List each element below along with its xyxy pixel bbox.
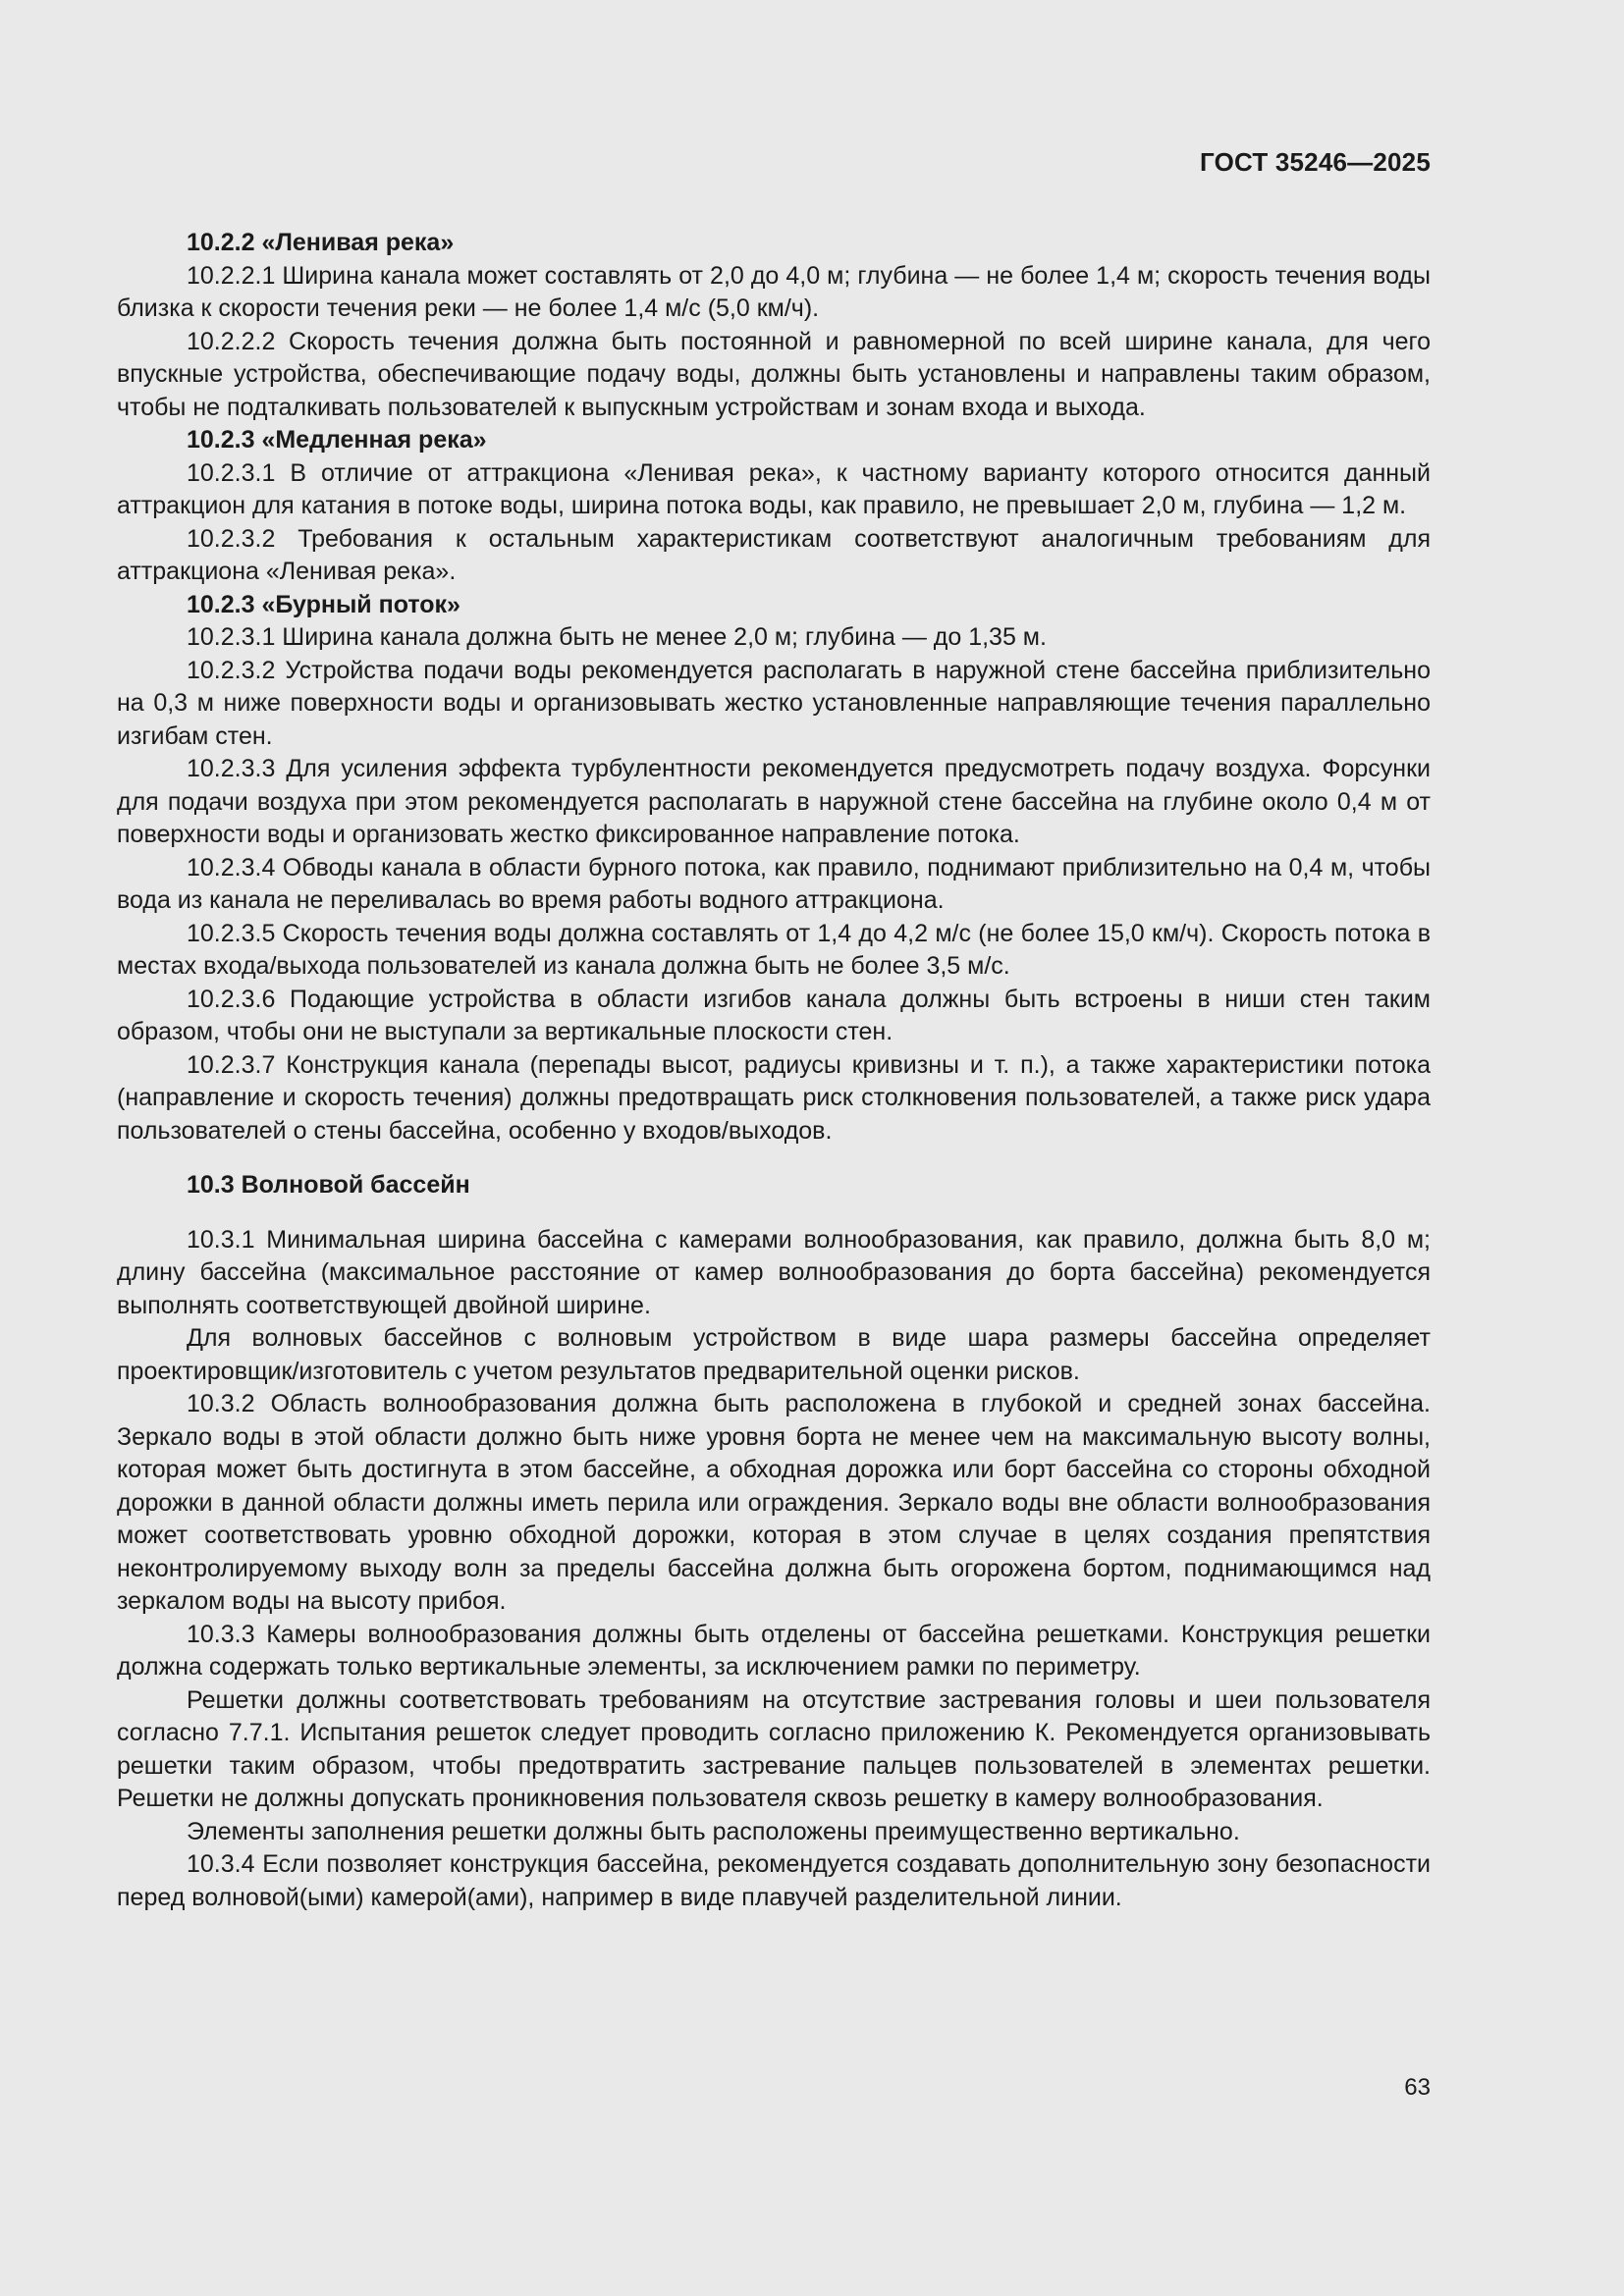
paragraph: 10.3.4 Если позволяет конструкция бассейна, рекомендуется создавать дополнительную зону безопасности перед волновой(ыми) камерой(ами), например в виде плавучей разделительной линии. xyxy=(117,1850,1431,1911)
paragraph: 10.2.2.2 Скорость течения должна быть постоянной и равномерной по всей ширине канала, для чего впускные устройства, обеспечивающие подачу воды, должны быть установлены и направлены таким образом, чтобы не подталкивать пользователей к выпускным устройствам и зонам входа и выхода. xyxy=(117,327,1431,421)
subsection-heading: 10.2.3 «Бурный поток» xyxy=(187,590,460,618)
paragraph: 10.2.3.1 В отличие от аттракциона «Ленивая река», к частному варианту которого относится данный аттракцион для катания в потоке воды, ширина потока воды, как правило, не превышает 2,0 м, глубина — 1,2 м. xyxy=(117,458,1431,519)
paragraph: 10.3.3 Камеры волнообразования должны быть отделены от бассейна решетками. Конструкция решетки должна содержать только вертикальные элементы, за исключением рамки по периметру. xyxy=(117,1620,1431,1681)
page-number: 63 xyxy=(1404,2074,1431,2101)
paragraph: 10.2.3.2 Устройства подачи воды рекомендуется располагать в наружной стене бассейна приблизительно на 0,3 м ниже поверхности воды и организовывать жестко установленные направляющие течения параллельно изгибам стен. xyxy=(117,656,1431,750)
paragraph: Решетки должны соответствовать требованиям на отсутствие застревания головы и шеи пользователя согласно 7.7.1. Испытания решеток следует проводить согласно приложению К. Рекомендуется организовывать решетки таким образом, чтобы предотвратить застревание пальцев пользователей в элементах решетки. Решетки не должны допускать проникновения пользователя сквозь решетку в камеру волнообразования. xyxy=(117,1685,1431,1812)
document-header: ГОСТ 35246—2025 xyxy=(1200,147,1431,177)
paragraph: 10.2.3.1 Ширина канала должна быть не менее 2,0 м; глубина — до 1,35 м. xyxy=(187,623,1047,651)
paragraph: 10.3.2 Область волнообразования должна быть расположена в глубокой и средней зонах бассейна. Зеркало воды в этой области должно быть ниже уровня борта не менее чем на максимальную высоту волны, которая может быть достигнута в этом бассейне, а обходная дорожка или борт бассейна со стороны обходной дорожки в данной области должны иметь перила или ограждения. Зеркало воды вне области волнообразования может соответствовать уровню обходной дорожки, которая в этом случае в целях создания препятствия неконтролируемому выходу волн за пределы бассейна должна быть огорожена бортом, поднимающимся над зеркалом воды на высоту прибоя. xyxy=(117,1390,1431,1615)
paragraph: 10.2.3.7 Конструкция канала (перепады высот, радиусы кривизны и т. п.), а также характеристики потока (направление и скорость течения) должны предотвращать риск столкновения пользователей, а также риск удара пользователей о стены бассейна, особенно у входов/выходов. xyxy=(117,1050,1431,1145)
paragraph: Для волновых бассейнов с волновым устройством в виде шара размеры бассейна определяет проектировщик/изготовитель с учетом результатов предварительной оценки рисков. xyxy=(117,1324,1431,1385)
section-heading: 10.3 Волновой бассейн xyxy=(187,1171,470,1199)
paragraph: 10.2.3.2 Требования к остальным характеристикам соответствуют аналогичным требованиям для аттракциона «Ленивая река». xyxy=(117,524,1431,585)
subsection-heading: 10.2.2 «Ленивая река» xyxy=(187,229,455,256)
paragraph: 10.2.3.3 Для усиления эффекта турбулентности рекомендуется предусмотреть подачу воздуха. Форсунки для подачи воздуха при этом рекомендуется располагать в наружной стене бассейна на глубине около 0,4 м от поверхности воды и организовать жестко фиксированное направление потока. xyxy=(117,755,1431,848)
paragraph: 10.2.2.1 Ширина канала может составлять от 2,0 до 4,0 м; глубина — не более 1,4 м; скорость течения воды близка к скорости течения реки — не более 1,4 м/с (5,0 км/ч). xyxy=(117,261,1431,322)
paragraph: 10.2.3.4 Обводы канала в области бурного потока, как правило, поднимают приблизительно на 0,4 м, чтобы вода из канала не переливалась во время работы водного аттракциона. xyxy=(117,853,1431,914)
paragraph: 10.2.3.5 Скорость течения воды должна составлять от 1,4 до 4,2 м/с (не более 15,0 км/ч). Скорость потока в местах входа/выхода пользователей из канала должна быть не более 3,5 м/с. xyxy=(117,919,1431,980)
paragraph: 10.3.1 Минимальная ширина бассейна с камерами волнообразования, как правило, должна быть 8,0 м; длину бассейна (максимальное расстояние от камер волнообразования до борта бассейна) рекомендуется выполнять соответствующей двойной ширине. xyxy=(117,1225,1431,1319)
subsection-heading: 10.2.3 «Медленная река» xyxy=(187,426,487,454)
paragraph: Элементы заполнения решетки должны быть расположены преимущественно вертикально. xyxy=(187,1817,1240,1845)
document-body xyxy=(117,227,1431,1914)
paragraph: 10.2.3.6 Подающие устройства в области изгибов канала должны быть встроены в ниши стен таким образом, чтобы они не выступали за вертикальные плоскости стен. xyxy=(117,985,1431,1045)
